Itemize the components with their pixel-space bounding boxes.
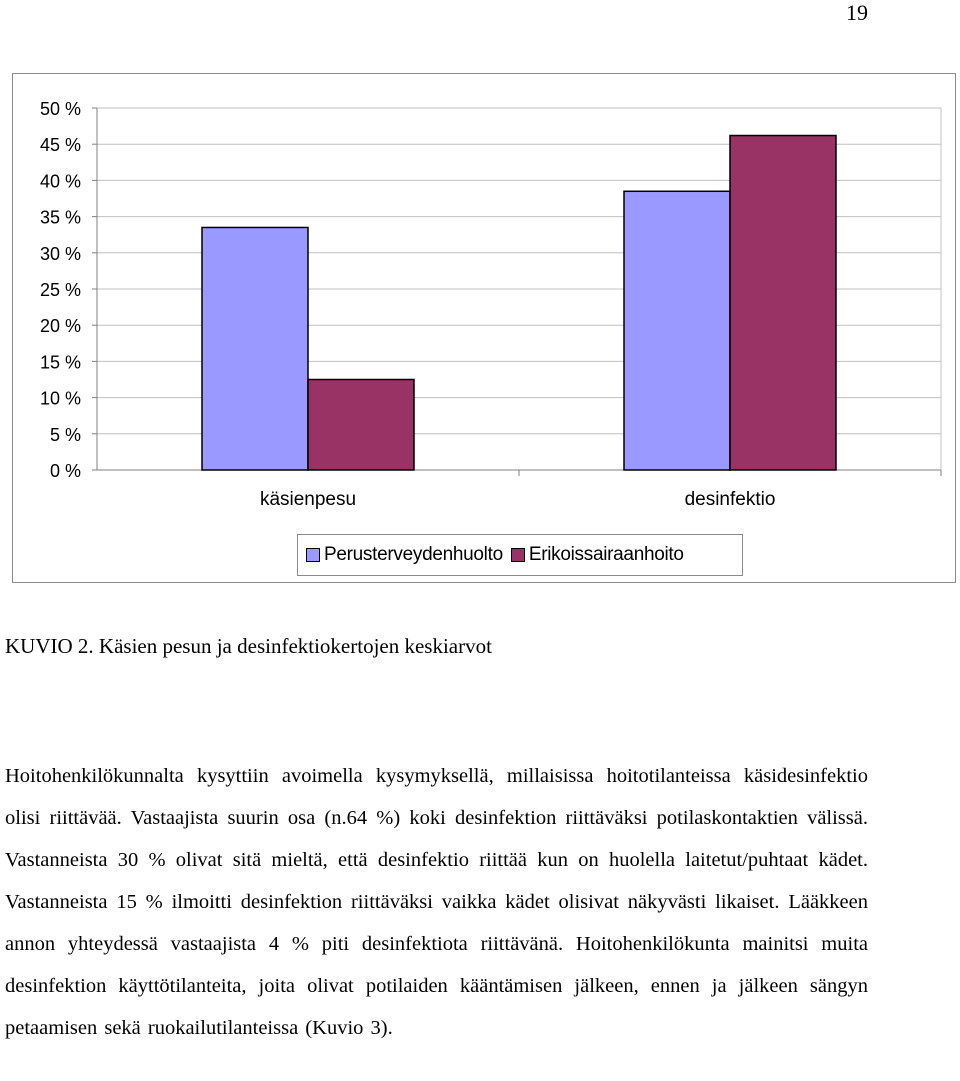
body-paragraph (5, 755, 868, 1049)
y-tick-label: 5 % (49, 424, 81, 445)
legend-label-series-2: Erikoissairaanhoito (528, 544, 684, 565)
bar (308, 380, 414, 471)
chart-legend (297, 534, 743, 576)
y-tick-label: 50 % (39, 99, 81, 119)
bar (624, 191, 730, 470)
y-tick-label: 15 % (39, 352, 81, 373)
legend-entry-series-1 (306, 544, 503, 566)
x-tick-label: desinfektio (684, 489, 776, 510)
y-tick-label: 35 % (39, 207, 81, 228)
bar (730, 136, 836, 470)
bar-chart (13, 74, 955, 582)
paragraph-text: Hoitohenkilökunnalta kysyttiin avoimella kysymyksellä, millaisissa hoitotilanteissa käsidesinfektio olisi riittävää. Vastaajista suurin osa (n.64 %) koki desinfektion riittäväksi potilaskontaktien välissä. Vastanneista 30 % olivat sitä mieltä, että desinfektio riittää kun on huolella laitetut/puhtaat kädet. Vastanneista 15 % ilmoitti desinfektion riittäväksi vaikka kädet olisivat näkyvästi likaiset. Lääkkeen annon yhteydessä vastaajista 4 % piti desinfektiota riittävänä. Hoitohenkilökunta mainitsi muita desinfektion käyttötilanteita, joita olivat potilaiden kääntämisen jälkeen, ennen ja jälkeen sängyn petaamisen sekä ruokailutilanteissa (Kuvio 3). (5, 765, 868, 1039)
chart-frame (12, 73, 956, 583)
y-tick-label: 30 % (39, 243, 81, 264)
page-number: 19 (846, 0, 868, 25)
legend-swatch-series-1 (306, 548, 320, 562)
y-tick-label: 40 % (39, 171, 81, 192)
y-tick-label: 25 % (39, 280, 81, 300)
x-tick-label: käsienpesu (259, 489, 357, 510)
y-tick-label: 0 % (49, 461, 81, 481)
y-tick-label: 20 % (39, 316, 81, 337)
legend-entry-series-2 (511, 544, 684, 566)
y-tick-label: 45 % (39, 135, 81, 156)
figure-caption: KUVIO 2. Käsien pesun ja desinfektiokertojen keskiarvot (5, 634, 492, 658)
bar (202, 227, 308, 470)
legend-label-series-1: Perusterveydenhuolto (324, 544, 503, 565)
y-tick-label: 10 % (39, 388, 81, 409)
legend-swatch-series-2 (511, 548, 525, 562)
